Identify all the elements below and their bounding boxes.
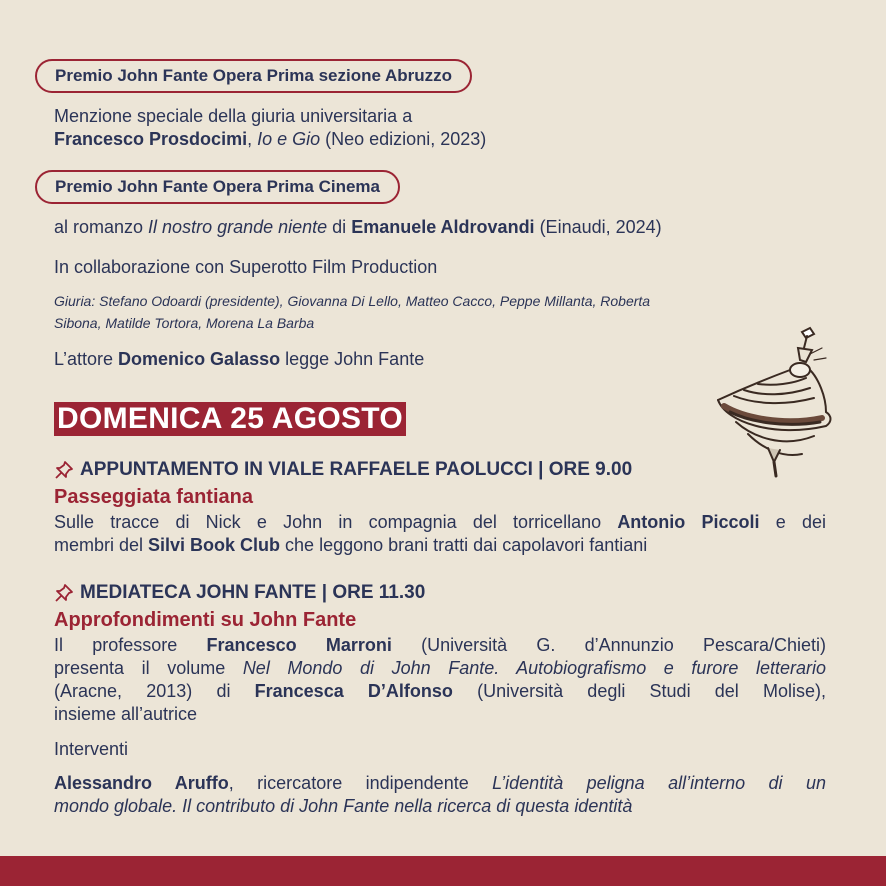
speaker-description	[54, 772, 826, 818]
description-line: presenta il volume Nel Mondo di John Fante. Autobiografismo e furore letterario	[54, 658, 827, 678]
mention-text	[54, 105, 486, 151]
description-line: membri del Silvi Book Club che leggono brani tratti dai capolavori fantiani	[54, 535, 648, 555]
collaboration-text: In collaborazione con Superotto Film Production	[54, 257, 438, 277]
author-name: Francesco Prosdocimi	[54, 129, 248, 149]
interventi-label: Interventi	[54, 739, 129, 759]
separator: ,	[247, 129, 258, 149]
day-banner: DOMENICA 25 AGOSTO	[54, 402, 406, 436]
description-line: Il professore Francesco Marroni (Università G. d’Annunzio Pescara/Chieti)	[54, 635, 826, 655]
speaker-line: Alessandro Aruffo, ricercatore indipendente L’identità peligna all’interno di un	[54, 773, 826, 793]
author-name: Emanuele Aldrovandi	[351, 217, 535, 237]
actor-suffix: legge John Fante	[280, 349, 425, 369]
publisher: (Einaudi, 2024)	[534, 217, 662, 237]
event-description	[54, 634, 826, 726]
description-line: insieme all’autrice	[54, 704, 198, 724]
award-title: Premio John Fante Opera Prima Cinema	[55, 177, 380, 196]
book-title: Io e Gio	[257, 129, 321, 149]
event-location-time: MEDIATECA JOHN FANTE | ORE 11.30	[80, 582, 426, 603]
description-line: (Aracne, 2013) di Francesca D’Alfonso (Università degli Studi del Molise),	[54, 681, 826, 701]
description-line: Sulle tracce di Nick e John in compagnia del torricellano Antonio Piccoli e dei	[54, 512, 826, 532]
actor-prefix: L’attore	[54, 349, 119, 369]
book-title: Il nostro grande niente	[148, 217, 328, 237]
novel-prefix: al romanzo	[54, 217, 149, 237]
pushpin-icon	[54, 460, 74, 480]
novel-text	[54, 216, 662, 239]
event-heading	[54, 582, 425, 604]
mention-line: Menzione speciale della giuria universitaria a	[54, 106, 413, 126]
publisher: (Neo edizioni, 2023)	[320, 129, 487, 149]
event-title: Approfondimenti su John Fante	[54, 609, 357, 631]
spinning-top-illustration	[714, 326, 844, 488]
award-pill-cinema	[35, 170, 400, 204]
event-heading	[54, 459, 632, 481]
novel-mid: di	[327, 217, 352, 237]
event-description	[54, 511, 826, 557]
pushpin-icon	[54, 583, 74, 603]
event-title: Passeggiata fantiana	[54, 486, 253, 508]
award-title: Premio John Fante Opera Prima sezione Abruzzo	[55, 66, 453, 85]
jury-line: Giuria: Stefano Odoardi (presidente), Giovanna Di Lello, Matteo Cacco, Peppe Millanta, Roberta	[54, 293, 651, 309]
speaker-line: mondo globale. Il contributo di John Fante nella ricerca di questa identità	[54, 796, 633, 816]
actor-name: Domenico Galasso	[118, 349, 281, 369]
jury-line: Sibona, Matilde Tortora, Morena La Barba	[54, 315, 315, 331]
event-location-time: APPUNTAMENTO IN VIALE RAFFAELE PAOLUCCI | ORE 9.00	[80, 459, 633, 480]
actor-text	[54, 348, 424, 371]
award-pill-abruzzo	[35, 59, 472, 93]
footer-bar	[0, 856, 886, 886]
